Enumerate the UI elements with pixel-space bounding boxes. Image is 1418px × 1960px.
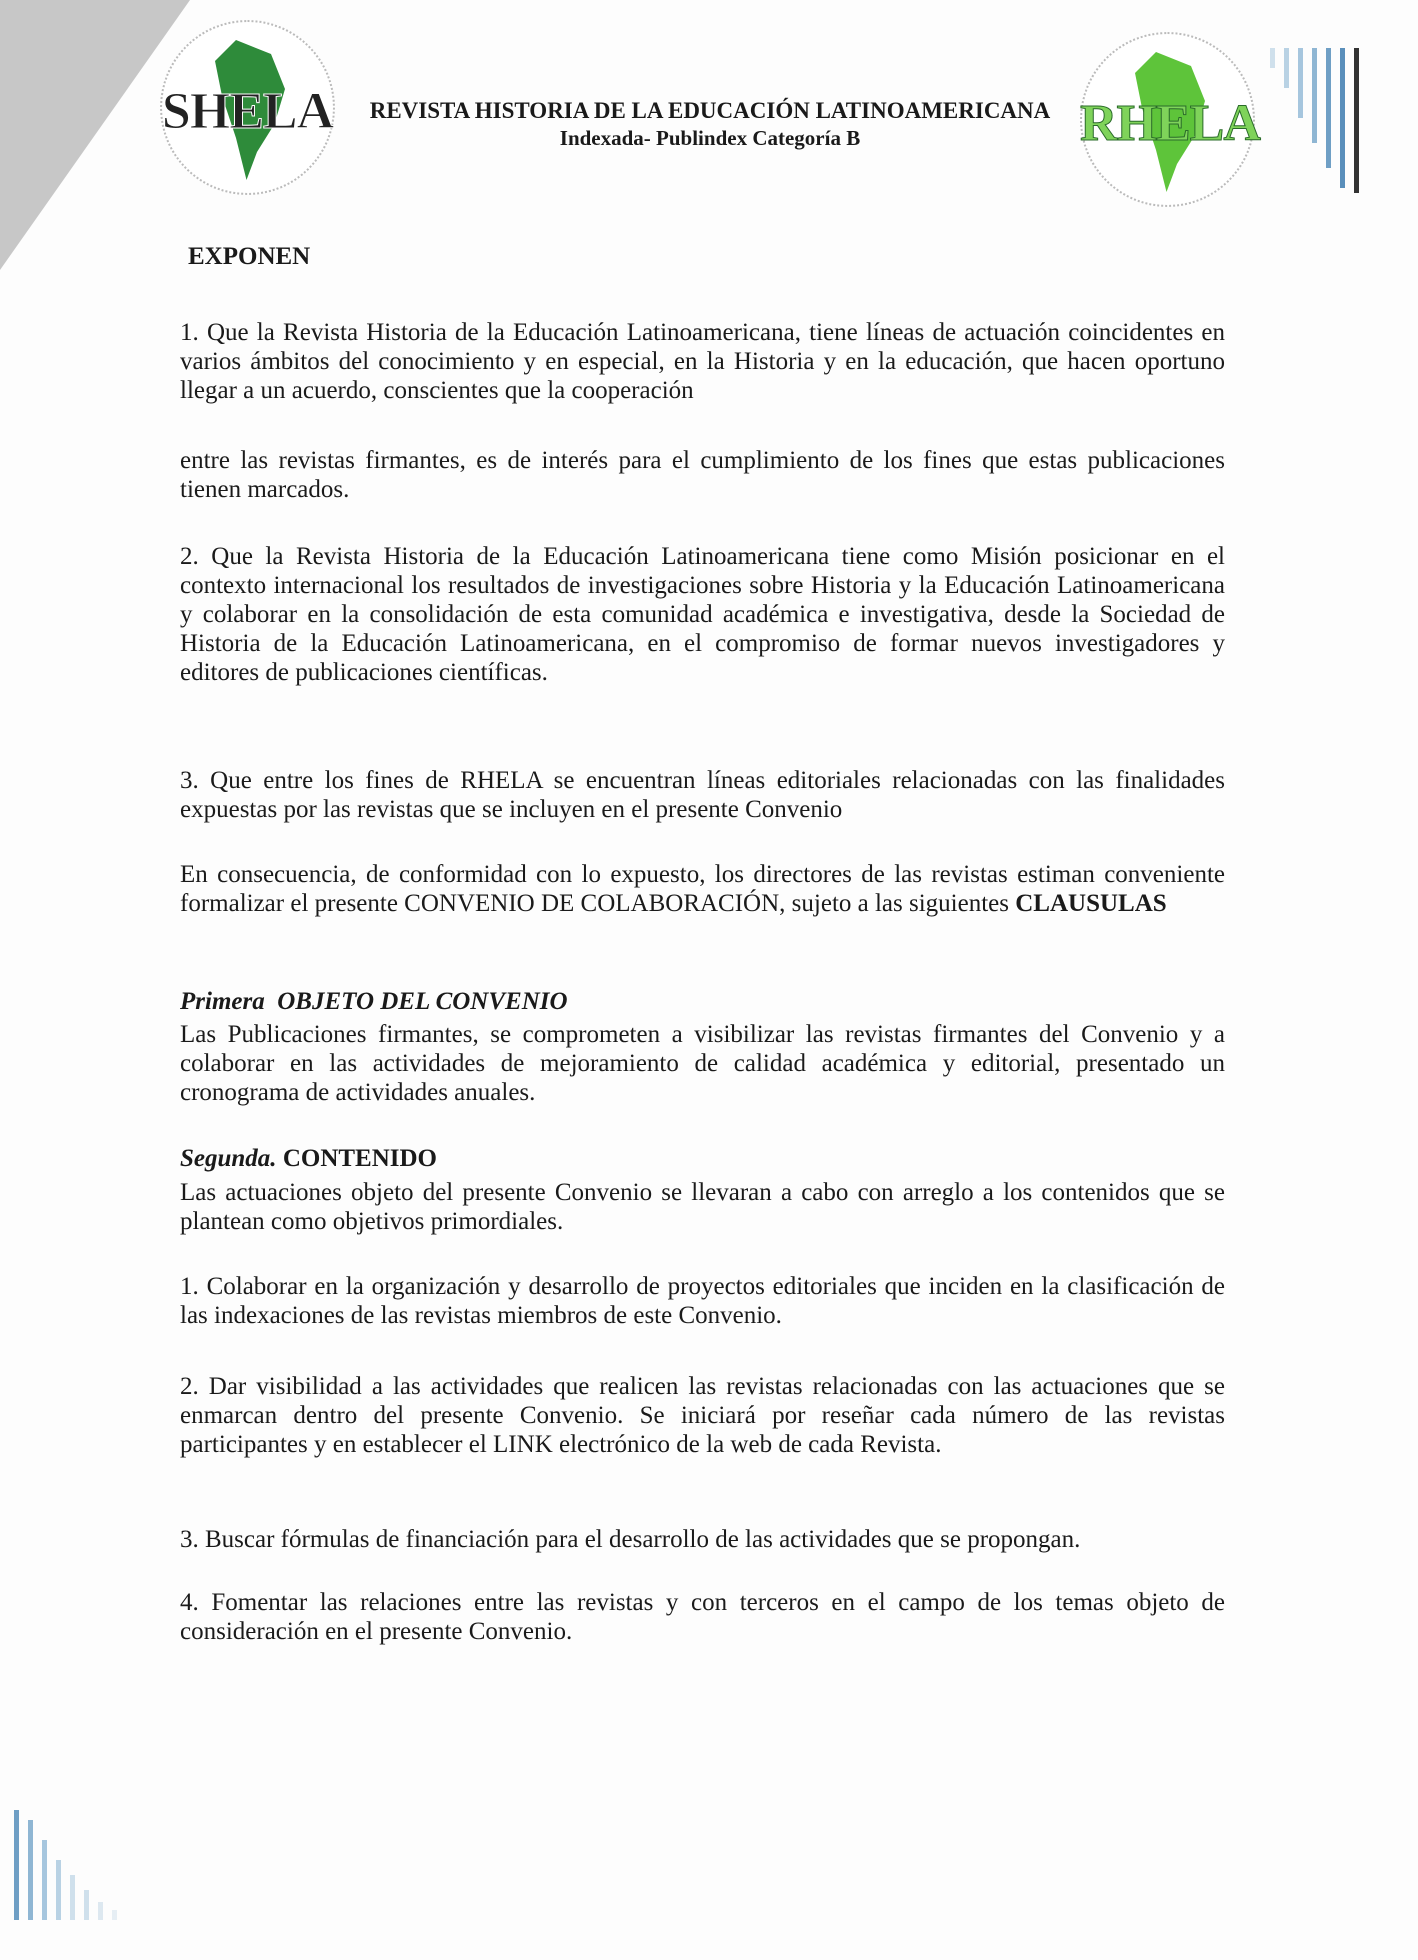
decorative-bars-bottom (14, 1790, 117, 1920)
paragraph-1-continued: entre las revistas firmantes, es de interés para el cumplimiento de los fines que estas publicaciones tienen marcados. (180, 447, 1225, 503)
paragraph-1: 1. Que la Revista Historia de la Educación Latinoamericana, tiene líneas de actuación coincidentes en varios ámbitos del conocimiento y en especial, en la Historia y en la educación, que hacen oportuno llegar a un acuerdo, conscientes que la cooperación (180, 319, 1225, 404)
clause-2-title: CONTENIDO (282, 1145, 437, 1172)
clause-1-title: OBJETO DEL CONVENIO (277, 988, 568, 1015)
journal-subtitle: Indexada- Publindex Categoría B (559, 126, 861, 150)
section-heading: EXPONEN (188, 243, 311, 270)
journal-title: REVISTA HISTORIA DE LA EDUCACIÓN LATINOAMERICANA (369, 98, 1051, 123)
clause-1-text: Las Publicaciones firmantes, se comprometen a visibilizar las revistas firmantes del Convenio y a colaborar en las actividades de mejoramiento de calidad académica y editorial, presentado un cronograma de actividades anuales. (180, 1021, 1225, 1106)
clause-1-heading (180, 988, 568, 1016)
rhela-logo (1080, 32, 1260, 207)
decorative-bars-top (1270, 48, 1359, 193)
shela-logo (160, 20, 335, 195)
paragraph-4 (180, 860, 1225, 918)
paragraph-2: 2. Que la Revista Historia de la Educación Latinoamericana tiene como Misión posicionar en el contexto internacional los resultados de investigaciones sobre Historia y la Educación Latinoamericana y colaborar en la consolidación de esta comunidad académica e investigativa, desde la Sociedad de Historia de la Educación Latinoamericana, en el compromiso de formar nuevos investigadores y editores de publicaciones científicas. (180, 543, 1225, 686)
clause-2-heading (180, 1145, 437, 1173)
clause-1-label: Primera (180, 988, 265, 1015)
clause-2-text: Las actuaciones objeto del presente Convenio se llevaran a cabo con arreglo a los contenidos que se plantean como objetivos primordiales. (180, 1179, 1225, 1235)
list-item: 4. Fomentar las relaciones entre las revistas y con terceros en el campo de los temas objeto de consideración en el presente Convenio. (180, 1589, 1225, 1645)
list-item: 1. Colaborar en la organización y desarrollo de proyectos editoriales que inciden en la clasificación de las indexaciones de las revistas miembros de este Convenio. (180, 1273, 1225, 1329)
paragraph-3: 3. Que entre los fines de RHELA se encuentran líneas editoriales relacionadas con las finalidades expuestas por las revistas que se incluyen en el presente Convenio (180, 767, 1225, 823)
clauses-label: CLAUSULAS (1015, 890, 1167, 917)
list-item: 3. Buscar fórmulas de financiación para el desarrollo de las actividades que se propongan. (180, 1526, 1081, 1553)
list-item: 2. Dar visibilidad a las actividades que realicen las revistas relacionadas con las actuaciones que se enmarcan dentro del presente Convenio. Se iniciará por reseñar cada número de las revistas participantes y en establecer el LINK electrónico de la web de cada Revista. (180, 1373, 1225, 1458)
rhela-logo-name: RHELA (1080, 95, 1260, 152)
clause-2-label: Segunda. (180, 1145, 277, 1172)
paragraph-4-text: En consecuencia, de conformidad con lo expuesto, los directores de las revistas estiman conveniente formalizar el presente CONVENIO DE COLABORACIÓN, sujeto a las siguientes (180, 861, 1225, 917)
shela-logo-name: SHELA (161, 83, 334, 140)
